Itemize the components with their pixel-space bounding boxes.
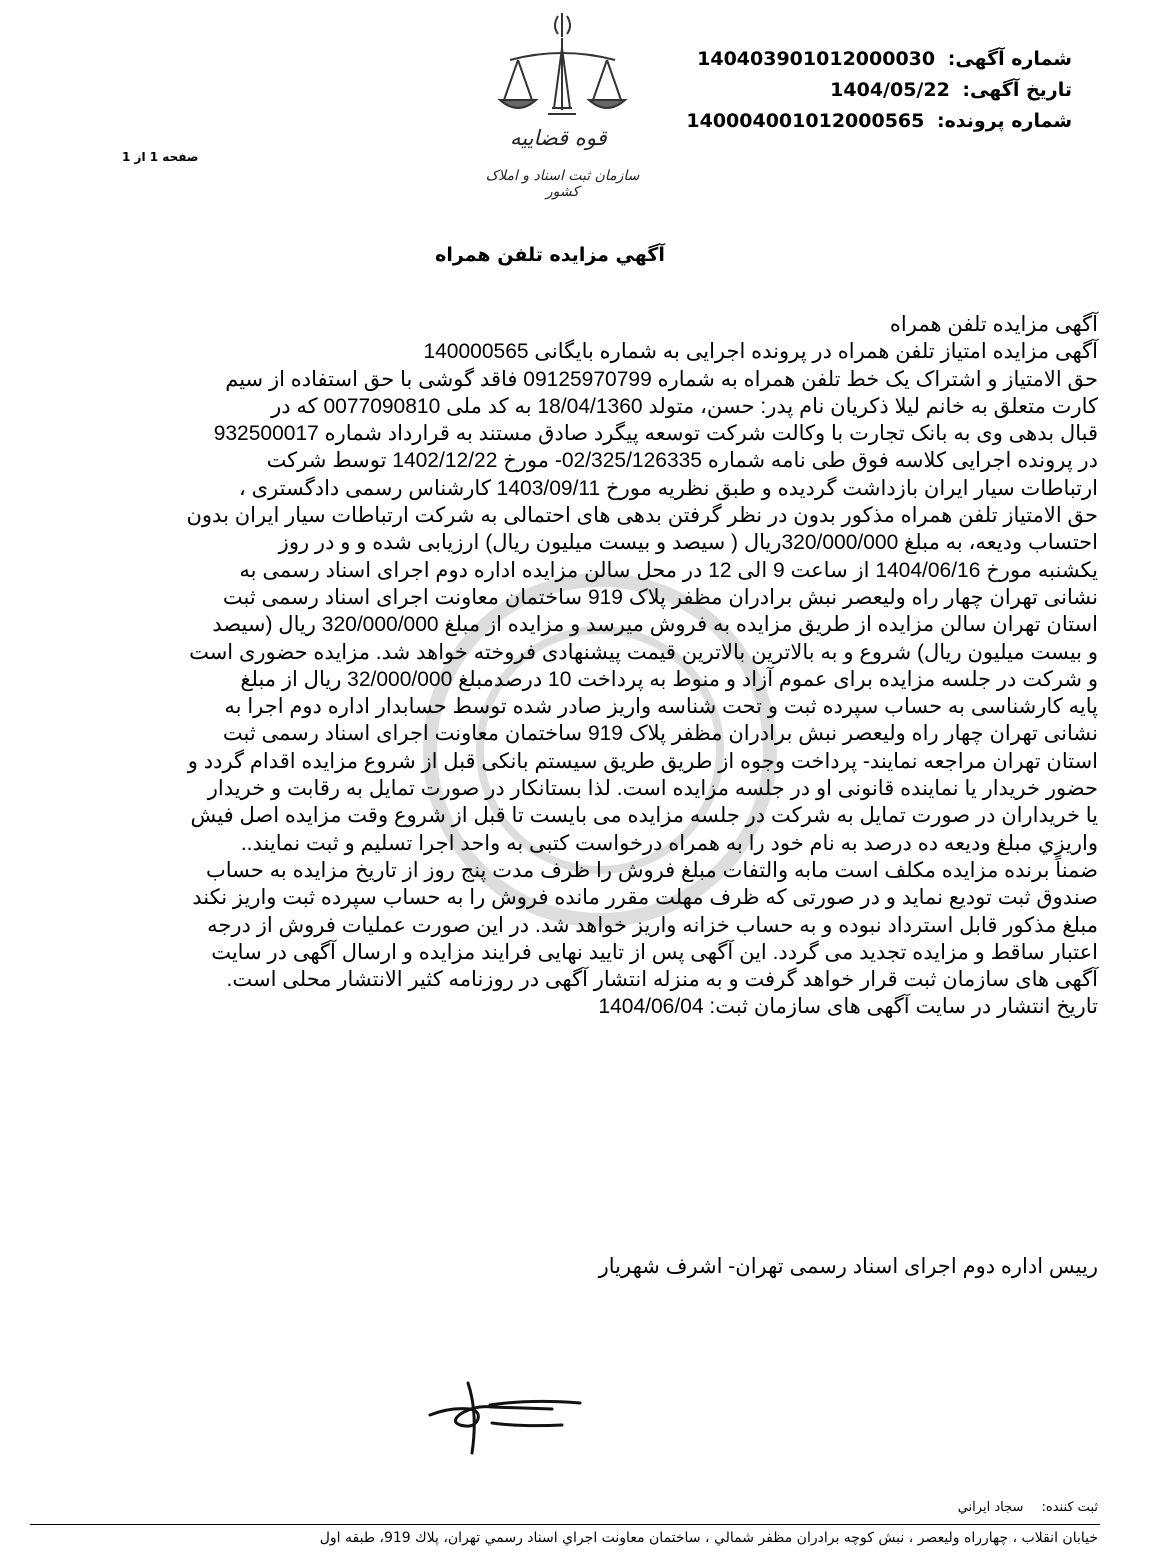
body-line: احتساب ودیعه، به مبلغ 320/000/000ریال ( سیصد و بیست میلیون ریال) ارزیابی شده و و در روز (278, 531, 1098, 555)
handwritten-signature (420, 1375, 590, 1460)
body-line: پایه کارشناسی به حساب سپرده ثبت و تحت شناسه واریز صادر شده توسط حسابدار اداره دوم اجرا به (224, 695, 1098, 719)
body-line: قبال بدهی وی به بانک تجارت با وکالت شرکت توسعه پیگرد صادق مستند به قرارداد شماره 932500017 (213, 422, 1098, 446)
body-line: و بیست میلیون ریال) شروع و به بالاترین بالاترین قیمت پیشنهادی فروخته خواهد شد. مزایده حضوری است (189, 640, 1098, 664)
body-line: حق الامتیاز و اشتراک یک خط تلفن همراه به شماره 09125970799 فاقد گوشی با حق استفاده از سیم (225, 367, 1098, 391)
body-line: در پرونده اجرایی کلاسه فوق طی نامه شماره 02/325/126335- مورخ 1402/12/22 توسط شرکت (266, 449, 1098, 473)
body-line: ارتباطات سیار ایران بازداشت گردیده و طبق نظریه مورخ 1403/09/11 کارشناس رسمی دادگستری ، (239, 476, 1098, 500)
ad-number-label: شماره آگهی: (947, 48, 1072, 70)
ad-meta (652, 44, 1072, 137)
file-number: 140004001012000565 (686, 110, 925, 132)
body-line: مبلغ مذکور قابل استرداد نبوده و به حساب خزانه واریز خواهد شد. در این صورت عملیات فروش از درجه (207, 913, 1098, 937)
body-line: استان تهران سالن مزایده از طریق مزایده به فروش میرسد و مزایده از مبلغ 320/000/000 ریال (سیصد (212, 613, 1098, 637)
ad-date: 1404/05/22 (830, 79, 950, 101)
body-line: نشانی تهران چهار راه ولیعصر نبش برادران مظفر پلاک 919 ساختمان معاونت اجرای اسناد رسمی ثبت (222, 722, 1098, 746)
body-line: استان تهران مراجعه نمایند- پرداخت وجوه از طریق طریق سیستم بانکی قبل از شروع مزایده اقدام گردد و (187, 749, 1098, 773)
body-line: آگهی مزایده امتیاز تلفن همراه در پرونده اجرایی به شماره بایگانی 140000565 (423, 340, 1098, 364)
ad-number: 14040390101200003‌0 (697, 48, 936, 70)
body-line: کارت متعلق به خانم لیلا ذکریان نام پدر: حسن، متولد 18/04/1360 به کد ملی 0077090810 که در (271, 394, 1098, 418)
ad-number-row (652, 44, 1072, 75)
footer-divider (30, 1524, 1100, 1525)
emblem-registration-org-text: سازمان ثبت اسناد و املاک کشور (485, 168, 640, 200)
body-line: یا خریداران در صورت تمایل به شرکت در جلسه مزایده می بایست تا قبل از شروع وقت مزایده اصل فیش (190, 804, 1098, 828)
footer-address: خيابان انقلاب ، چهارراه وليعصر ، نبش كوچه برادران مظفر شمالي ، ساختمان معاونت اجراي اسناد رسمي تهران، پلاك 919، طبقه اول (319, 1530, 1098, 1546)
registrar (944, 1500, 1098, 1515)
page-indicator: صفحه 1 از 1 (122, 150, 199, 164)
scales-of-justice-icon (470, 8, 655, 128)
body-line: حضور خریدار یا نماینده قانونی او در جلسه مزایده است. لذا بستانکار در صورت تمایل به رقابت و خریدار (207, 777, 1098, 801)
file-number-label: شماره پرونده: (936, 110, 1072, 132)
body-line: اعتبار ساقط و مزایده تجدید می گردد. این آگهی پس از تایید نهایی فرایند مزایده و ارسال آگهی در سایت (211, 940, 1098, 964)
emblem-judiciary-text: قوه قضاییه (510, 126, 607, 150)
body-line: آگهی مزایده تلفن همراه (889, 313, 1098, 336)
publish-date-line: تاریخ انتشار در سایت آگهی های سازمان ثبت: 1404/06/04 (598, 995, 1098, 1019)
body-line: صندوق ثبت تودیع نماید و در صورتی که ظرف مهلت مقرر مانده فروش را به حساب سپرده ثبت واریز نکند (192, 886, 1098, 910)
body-line: یکشنبه مورخ 1404/06/16 از ساعت 9 الی 12 در محل سالن مزایده اداره دوم اجرای اسناد رسمی به (239, 558, 1098, 582)
body-line: حق الامتیاز تلفن همراه مذکور بدون در نظر گرفتن بدهی های احتمالی به شرکت ارتباطات سیار ایران بدون (186, 504, 1098, 528)
body-line: واریزي مبلغ ودیعه ده درصد به نام خود را به همراه درخواست کتبی به واحد اجرا تسلیم و ثبت نمایند.. (240, 831, 1098, 855)
chief-signatory: رییس اداره دوم اجرای اسناد رسمی تهران- اشرف شهریار (598, 1255, 1098, 1278)
signature-icon (420, 1375, 590, 1460)
registrar-label: ثبت کننده: (1041, 1500, 1098, 1515)
ad-date-label: تاریخ آگهی: (962, 79, 1072, 101)
body-line: و شرکت در جلسه مزایده برای عموم آزاد و منوط به پرداخت 10 درصدمبلغ 32/000/000 ریال از مبلغ (240, 667, 1098, 691)
body-line: نشانی تهران چهار راه ولیعصر نبش برادران مظفر پلاک 919 ساختمان معاونت اجرای اسناد رسمی ثبت (222, 585, 1098, 609)
notice-body (8, 311, 1098, 1021)
file-number-row (652, 106, 1072, 137)
ad-date-row (652, 75, 1072, 106)
judiciary-emblem (470, 8, 655, 198)
registrar-name: سجاد ايراني (957, 1500, 1024, 1515)
body-line: آگهی های سازمان ثبت قرار خواهد گرفت و به منزله انتشار آگهی در روزنامه کثیر الانتشار محلی است. (226, 968, 1098, 992)
page-title: آگهي مزايده تلفن همراه (435, 244, 665, 266)
body-line: ضمناً برنده مزایده مکلف است مابه والتفات مبلغ فروش را ظرف مدت پنج روز از تاریخ مزایده به حساب (205, 858, 1098, 882)
